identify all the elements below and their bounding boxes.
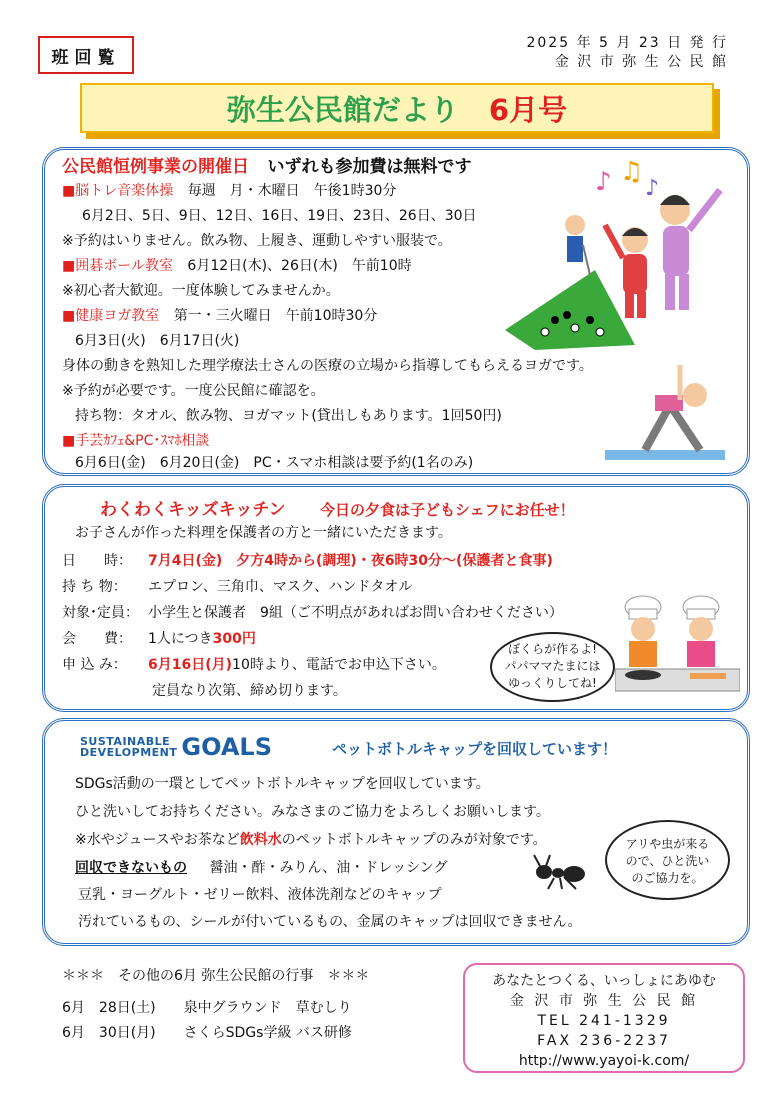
kids-date-value: 7月4日(金) 夕方4時から(調理)・夜6時30分～(保護者と食事) <box>148 553 553 569</box>
contact-url[interactable]: http://www.yayoi-k.com/ <box>518 1053 690 1069</box>
music-notes-icon <box>595 157 659 201</box>
brain-training-title: ■脳トレ音楽体操 <box>62 183 174 199</box>
other-event-1: 6月 28日(土) 泉中グラウンド 草むしり <box>62 1000 352 1016</box>
sdgs-ng-2: 豆乳・ヨーグルト・ゼリー飲料、液体洗剤などのキャップ <box>78 887 442 903</box>
brain-training-schedule: 毎週 月・木曜日 午後1時30分 <box>187 183 397 199</box>
yoga-note: ※予約が必要です。一度公民館に確認を。 <box>62 383 325 399</box>
issue-info <box>526 34 728 72</box>
exercise-people-icon <box>605 190 720 318</box>
events-illustration <box>495 150 740 470</box>
sdgs-line3 <box>75 829 547 849</box>
sdgs-logo <box>80 733 272 761</box>
svg-text:♪: ♪ <box>595 167 612 197</box>
kids-fee-label: 会 費： <box>62 631 132 647</box>
kids-apply-label: 申 込 み： <box>62 657 127 673</box>
chef-boy-icon <box>625 596 661 667</box>
kids-bubble-line2: パパママたまには <box>504 659 601 673</box>
go-board-icon <box>505 215 635 350</box>
yoga-person-icon <box>605 365 725 460</box>
sdgs-line3-pre: ※水やジュースやお茶など <box>75 832 240 848</box>
chef-girl-icon <box>683 596 719 667</box>
yoga-row <box>62 305 377 325</box>
sdgs-line1: SDGs活動の一環としてペットボトルキャップを回収しています。 <box>75 776 490 792</box>
kids-bubble-line1: ぼくらが作るよ! <box>508 642 597 656</box>
kids-target-label: 対象･定員： <box>62 605 139 621</box>
kids-bubble-line3: ゆっくりしてね! <box>508 676 597 690</box>
go-class-title: ■囲碁ボール教室 <box>62 258 173 274</box>
kids-fee-row <box>62 628 256 648</box>
sdgs-line2: ひと洗いしてお持ちください。みなさまのご協力をよろしくお願いします。 <box>75 804 550 820</box>
events-heading <box>62 152 471 177</box>
sdgs-line3-red: 飲料水 <box>239 832 282 848</box>
sdgs-ng-3: 汚れているもの、シールが付いているもの、金属のキャップは回収できません。 <box>78 914 582 930</box>
sdgs-ng-1: 醤油・酢・みりん、油・ドレッシング <box>209 860 448 876</box>
kids-kitchen-subtitle: 今日の夕食は子どもシェフにお任せ！ <box>319 501 575 519</box>
go-class-schedule: 6月12日(木)、26日(木) 午前10時 <box>187 258 412 274</box>
newsletter-title: 弥生公民館だより <box>226 92 459 127</box>
kids-apply-row <box>62 654 446 674</box>
kids-fee-amount: 300円 <box>212 631 256 647</box>
issue-date: 2025 年 5 月 23 日 発 行 <box>526 35 728 51</box>
sdgs-bubble-line2: ので、ひと洗い <box>625 854 710 868</box>
yoga-dates: 6月3日(火) 6月17日(火) <box>75 333 240 349</box>
cutting-board-icon <box>690 673 726 679</box>
kids-kitchen-title: わくわくキッズキッチン <box>100 500 286 520</box>
sdgs-logo-text <box>80 736 177 758</box>
brain-training-row <box>62 180 396 200</box>
kids-apply-date: 6月16日(月) <box>148 657 233 673</box>
yoga-schedule: 第一・三火曜日 午前10時30分 <box>173 308 378 324</box>
contact-name: 金 沢 市 弥 生 公 民 館 <box>509 993 699 1009</box>
other-events-title: ＊＊＊ その他の6月 弥生公民館の行事 ＊＊＊ <box>62 968 370 984</box>
circulation-stamp: 班回覧 <box>38 36 134 74</box>
contact-slogan: あなたとつくる、いっしょにあゆむ <box>492 973 716 989</box>
kids-items-value: エプロン、三角巾、マスク、ハンドタオル <box>148 579 413 595</box>
sdgs-logo-line1: SUSTAINABLE <box>80 735 171 748</box>
yoga-description: 身体の動きを熟知した理学療法士さんの医療の立場から指導してもらえるヨガです。 <box>62 358 593 374</box>
kids-target-value: 小学生と保護者 9組（ご不明点があればお問い合わせください） <box>148 605 563 621</box>
sdgs-bubble-line3: のご協力を。 <box>631 871 704 885</box>
publisher: 金 沢 市 弥 生 公 民 館 <box>554 54 728 70</box>
brain-training-dates: 6月2日、5日、9日、12日、16日、19日、23日、26日、30日 <box>82 208 477 224</box>
kids-apply-rest: 10時より、電話でお申込下さい。 <box>232 657 446 673</box>
craft-cafe-title: ■手芸ｶﾌｪ&PC･ｽﾏﾎ相談 <box>62 433 210 449</box>
kids-date-label: 日 時： <box>62 553 132 569</box>
svg-text:♪: ♪ <box>645 176 660 201</box>
sdgs-line3-post: のペットボトルキャップのみが対象です。 <box>281 832 547 848</box>
other-event-2: 6月 30日(月) さくらSDGs学級 バス研修 <box>62 1025 352 1041</box>
kids-fee-prefix: 1人につき <box>148 631 213 647</box>
brain-training-note: ※予約はいりません。飲み物、上履き、運動しやすい服装で。 <box>62 233 452 249</box>
go-class-note: ※初心者大歓迎。一度体験してみませんか。 <box>62 283 340 299</box>
events-subtitle: いずれも参加費は無料です <box>267 157 472 177</box>
frying-pan-icon <box>625 670 661 680</box>
sdgs-bubble-line1: アリや虫が来る <box>625 837 710 851</box>
contact-tel: TEL 241-1329 <box>537 1013 671 1029</box>
sdgs-speech-bubble <box>605 820 730 900</box>
yoga-items: 持ち物：タオル、飲み物、ヨガマット(貸出しもあります。1回50円) <box>75 408 502 424</box>
ant-icon <box>532 852 590 892</box>
kids-date-row <box>62 550 553 570</box>
newsletter-title-banner <box>80 83 714 133</box>
events-title: 公民館恒例事業の開催日 <box>62 157 249 177</box>
contact-box <box>463 963 745 1073</box>
kids-target-row <box>62 602 563 622</box>
kids-items-label: 持 ち 物： <box>62 579 127 595</box>
go-class-row <box>62 255 412 275</box>
kids-items-row <box>62 576 412 596</box>
sdgs-goals-wordmark: GOALS <box>181 733 272 761</box>
sdgs-ng-label: 回収できないもの <box>75 860 187 876</box>
newsletter-month: 6月号 <box>488 92 568 127</box>
svg-text:♫: ♫ <box>620 157 644 187</box>
yoga-title: ■健康ヨガ教室 <box>62 308 160 324</box>
kids-intro: お子さんが作った料理を保護者の方と一緒にいただきます。 <box>75 525 452 541</box>
craft-cafe-dates: 6月6日(金) 6月20日(金) PC・スマホ相談は要予約(1名のみ) <box>75 455 474 471</box>
sdgs-title: ペットボトルキャップを回収しています！ <box>332 740 618 758</box>
kids-apply-note: 定員なり次第、締め切ります。 <box>152 683 347 699</box>
kids-speech-bubble <box>490 632 615 702</box>
kids-chefs-illustration <box>615 595 740 700</box>
sdgs-logo-line2: DEVELOPMENT <box>80 746 178 759</box>
contact-fax: FAX 236-2237 <box>537 1033 671 1049</box>
sdgs-ng-row <box>75 857 448 877</box>
kids-kitchen-heading <box>100 495 575 520</box>
